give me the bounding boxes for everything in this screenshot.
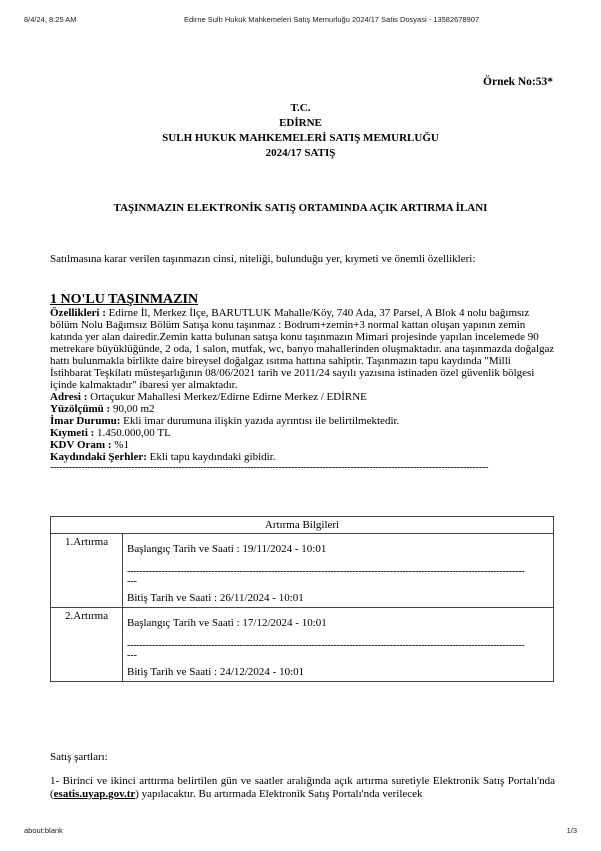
value-label: Kıymeti :	[50, 427, 95, 439]
property-zoning	[50, 415, 555, 427]
annotations-text: Ekli tapu kaydındaki gibidir.	[149, 451, 276, 463]
authority-line-court: SULH HUKUK MAHKEMELERİ SATIŞ MEMURLUĞU	[162, 132, 439, 144]
auction-table	[50, 516, 554, 682]
property-vat	[50, 439, 555, 451]
area-text: 90,00 m2	[112, 403, 155, 415]
vat-label: KDV Oranı :	[50, 439, 112, 451]
auction-dates	[123, 608, 554, 682]
condition-text-start: 1- Birinci ve ikinci arttırma belirtilen gün ve saatler aralığında açık artırma suretiyle Elektronik Satış Portalı'nda (	[50, 775, 555, 800]
features-text: Edirne İl, Merkez İlçe, BARUTLUK Mahalle/Köy, 740 Ada, 37 Parsel, A Blok 4 nolu bağımsız bölüm Nolu Bağımsız Bölüm Satışa konu taşınmaz : Bodrum+zemin+3 normal kattan oluşan yapının zemin katında yer alan dairedir.Zemin katta bulunan satışa konu taşınmazın Mimari projesinde yapılan incelemede 90 metrekare büyüklüğünde, 2 oda, 1 salon, mutfak, wc, banyo mahallerinden oluşmaktadır. ana taşınmazda doğalgaz hattı bulunmakla birlikte daire bireysel doğalgaz ısıtma hattına sahiptir. Taşınmazın tapu kaydında "Milli İstihbarat Teşkilatı müsteşarlığının 08/06/2021 tarih ve 2011/24 sayılı yazısına istinaden özel güvenlik bölgesi içinde kalmaktadır" ibaresi yer almaktadır.	[50, 307, 555, 391]
condition-item-1	[50, 775, 555, 801]
property-features	[50, 307, 555, 391]
value-text: 1.450.000,00 TL	[97, 427, 171, 439]
address-text: Ortaçukur Mahallesi Merkez/Edirne Edirne Merkez / EDİRNE	[90, 391, 367, 403]
notice-title: TAŞINMAZIN ELEKTRONİK SATIŞ ORTAMINDA AÇIK ARTIRMA İLANI	[113, 202, 488, 214]
zoning-text: Ekli imar durumuna ilişkin yazıda ayrıntısı ile belirtilmektedir.	[123, 415, 400, 427]
print-page-title: Edirne Sulh Hukuk Mahkemeleri Satış Memurluğu 2024/17 Satis Dosyasi - 13582678907	[184, 15, 480, 24]
auction-dates	[123, 534, 554, 608]
ornek-no: Örnek No:53*	[483, 76, 553, 88]
esatis-link[interactable]: esatis.uyap.gov.tr	[53, 788, 136, 800]
auction-table-caption: Artırma Bilgileri	[51, 517, 554, 534]
authority-line-tc: T.C.	[290, 102, 311, 114]
auction-dash-tail: ---	[127, 650, 137, 661]
authority-line-city: EDİRNE	[279, 117, 322, 129]
property-area	[50, 403, 555, 415]
auction-label: 2.Artırma	[51, 608, 123, 682]
property-address	[50, 391, 555, 403]
auction-end: Bitiş Tarih ve Saati : 24/12/2024 - 10:01	[127, 666, 305, 678]
separator-line: --------------------------------------------------------------------------------------------------------------------------------------------	[50, 463, 489, 472]
print-datetime: 8/4/24, 8:25 AM	[24, 15, 77, 24]
address-label: Adresi :	[50, 391, 88, 403]
zoning-label: İmar Durumu:	[50, 415, 121, 427]
auction-dash-tail: ---	[127, 576, 137, 587]
intro-text: Satılmasına karar verilen taşınmazın cinsi, niteliği, bulunduğu yer, kıymeti ve önemli özellikleri:	[50, 253, 476, 265]
vat-text: %1	[114, 439, 129, 451]
annotations-label: Kaydındaki Şerhler:	[50, 451, 147, 463]
auction-row-1	[51, 534, 554, 608]
print-page-number: 1/3	[566, 826, 577, 835]
property-section	[50, 293, 555, 472]
area-label: Yüzölçümü :	[50, 403, 111, 415]
auction-row-2	[51, 608, 554, 682]
auction-start: Başlangıç Tarih ve Saati : 19/11/2024 - 10:01	[127, 543, 327, 555]
auction-end: Bitiş Tarih ve Saati : 26/11/2024 - 10:01	[127, 592, 304, 604]
condition-text-end: ) yapılacaktır. Bu artırmada Elektronik Satış Portalı'nda verilecek	[135, 788, 423, 800]
sale-conditions-heading: Satış şartları:	[50, 751, 108, 763]
auction-label: 1.Artırma	[51, 534, 123, 608]
auction-dash: -------------------------------------------------------------------------------------------------------------------------------	[127, 641, 525, 651]
features-label: Özellikleri :	[50, 307, 106, 319]
property-value	[50, 427, 555, 439]
auction-start: Başlangıç Tarih ve Saati : 17/12/2024 - 10:01	[127, 617, 327, 629]
auction-dash: -------------------------------------------------------------------------------------------------------------------------------	[127, 567, 525, 577]
authority-line-file: 2024/17 SATIŞ	[265, 147, 336, 159]
property-heading: 1 NO'LU TAŞINMAZIN	[50, 292, 199, 307]
property-annotations	[50, 451, 555, 463]
print-url: about:blank	[24, 826, 63, 835]
